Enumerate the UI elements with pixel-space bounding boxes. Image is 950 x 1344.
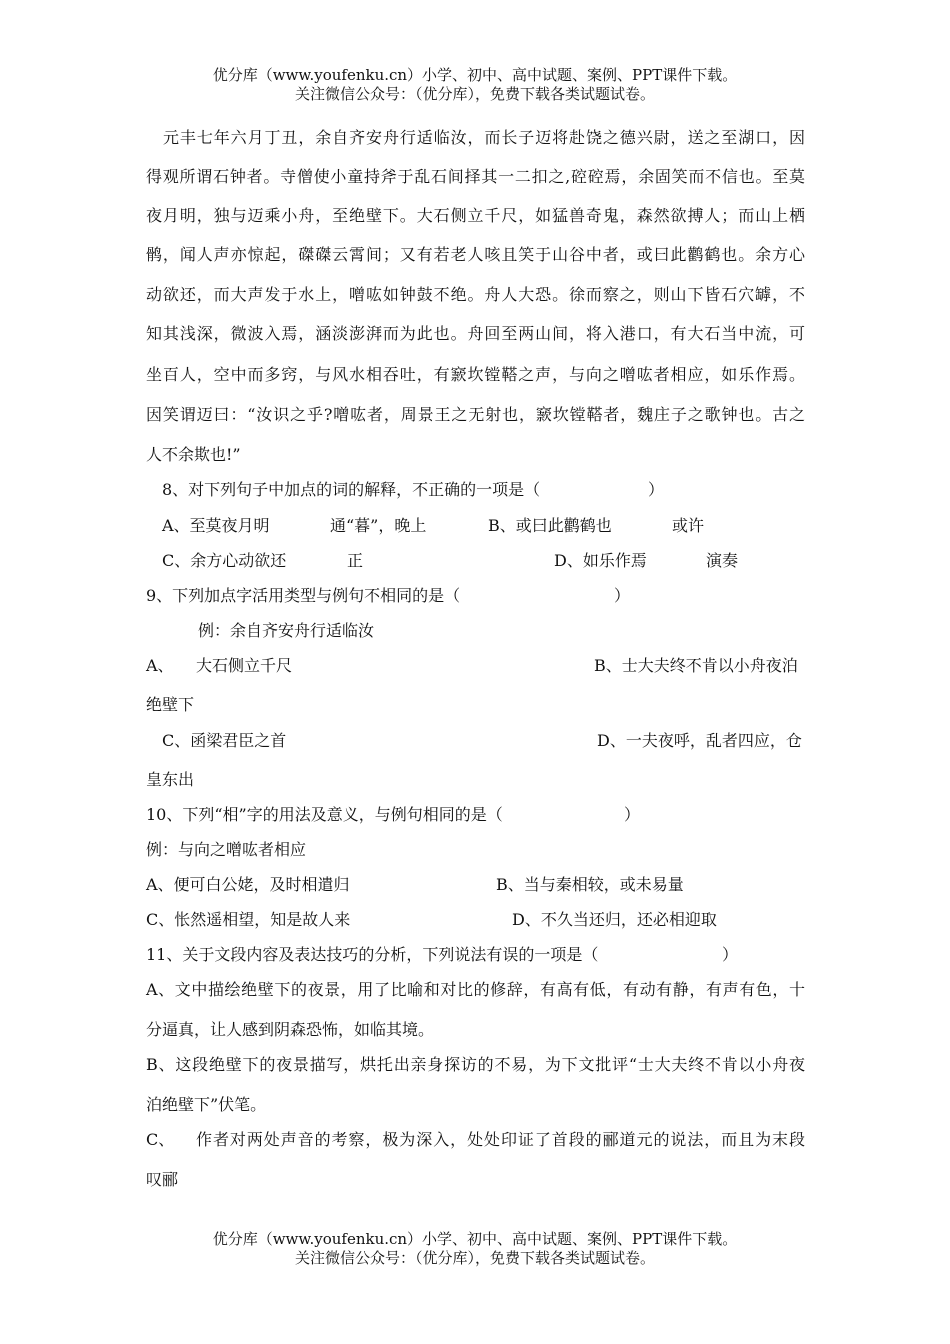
passage-line-2: 得观所谓石钟者。寺僧使小童持斧于乱石间择其一二扣之,硿硿焉，余固笑而不信也。至莫 (146, 167, 805, 186)
q11-stem: 11、关于文段内容及表达技巧的分析，下列说法有误的一项是（ (146, 945, 599, 964)
q10-option-b: B、当与秦相较，或未易量 (496, 875, 684, 894)
q8-option-b: B、或曰此鹳鹤也 (488, 516, 612, 535)
q11-close-paren: ） (722, 945, 739, 964)
q10-example: 例：与向之噌吰者相应 (146, 840, 307, 859)
q11-option-a-line-1: A、文中描绘绝壁下的夜景，用了比喻和对比的修辞，有高有低，有动有静，有声有色，十 (146, 980, 805, 999)
q9-close-paren: ） (614, 586, 631, 605)
q8-option-b-answer: 或许 (672, 516, 705, 535)
q9-option-a-label: A、 (146, 656, 174, 675)
passage-line-8: 因笑谓迈曰：“汝识之乎?噌吰者，周景王之无射也，窾坎镗鞳者，魏庄子之歌钟也。古之 (146, 405, 805, 424)
passage-line-3: 夜月明，独与迈乘小舟，至绝壁下。大石侧立千尺，如猛兽奇鬼，森然欲搏人；而山上栖 (146, 206, 805, 225)
q10-option-c: C、怅然遥相望，知是故人来 (146, 910, 351, 929)
page-header (0, 66, 950, 104)
q8-option-c-answer: 正 (347, 551, 364, 570)
q10-close-paren: ） (624, 805, 641, 824)
q11-option-b-line-1: B、这段绝壁下的夜景描写，烘托出亲身探访的不易，为下文批评“士大夫终不肯以小舟夜 (146, 1055, 805, 1074)
footer-line-1: 优分库（www.youfenku.cn）小学、初中、高中试题、案例、PPT课件下载。 (212, 1230, 738, 1248)
passage-line-9: 人不余欺也!” (146, 445, 241, 464)
q8-option-a-answer: 通“暮”，晚上 (330, 516, 427, 535)
q9-example: 例：余自齐安舟行适临汝 (198, 621, 375, 640)
q9-stem: 9、下列加点字活用类型与例句不相同的是（ (146, 586, 461, 605)
q9-option-c: C、函梁君臣之首 (162, 731, 287, 750)
header-line-1: 优分库（www.youfenku.cn）小学、初中、高中试题、案例、PPT课件下载。 (212, 66, 738, 84)
q9-option-a: 大石侧立千尺 (196, 656, 293, 675)
q10-stem: 10、下列“相”字的用法及意义，与例句相同的是（ (146, 805, 503, 824)
passage-line-4: 鹘，闻人声亦惊起，磔磔云霄间；又有若老人咳且笑于山谷中者，或曰此鹳鹤也。余方心 (146, 245, 805, 264)
q11-option-c-line-2: 叹郦 (146, 1170, 179, 1189)
q11-option-c-line-1: 作者对两处声音的考察，极为深入，处处印证了首段的郦道元的说法，而且为末段 (196, 1130, 805, 1149)
q11-option-b-line-2: 泊绝壁下”伏笔。 (146, 1095, 267, 1114)
passage-line-1: 元丰七年六月丁丑，余自齐安舟行适临汝，而长子迈将赴饶之德兴尉，送之至湖口，因 (163, 128, 805, 147)
q8-stem: 8、对下列句子中加点的词的解释，不正确的一项是（ (162, 480, 541, 499)
footer-line-2: 关注微信公众号：（优分库），免费下载各类试题试卷。 (294, 1249, 655, 1267)
q10-option-a: A、便可白公姥，及时相遣归 (146, 875, 350, 894)
q8-close-paren: ） (648, 480, 665, 499)
passage-line-6: 知其浅深，微波入焉，涵淡澎湃而为此也。舟回至两山间，将入港口，有大石当中流，可 (146, 324, 805, 343)
q8-option-d-answer: 演奏 (706, 551, 739, 570)
q8-option-a: A、至莫夜月明 (162, 516, 270, 535)
q9-option-d: D、一夫夜呼，乱者四应，仓 (597, 731, 802, 750)
q11-option-a-line-2: 分逼真，让人感到阴森恐怖，如临其境。 (146, 1020, 435, 1039)
q10-option-d: D、不久当还归，还必相迎取 (512, 910, 717, 929)
q9-option-b: B、士大夫终不肯以小舟夜泊 (594, 656, 798, 675)
q9-option-b-continued: 绝壁下 (146, 695, 195, 714)
q8-option-c: C、余方心动欲还 (162, 551, 287, 570)
passage-line-7: 坐百人，空中而多窍，与风水相吞吐，有窾坎镗鞳之声，与向之噌吰者相应，如乐作焉。 (146, 365, 805, 384)
q8-option-d: D、如乐作焉 (554, 551, 647, 570)
page-footer (0, 1230, 950, 1268)
header-line-2: 关注微信公众号：（优分库），免费下载各类试题试卷。 (294, 85, 655, 103)
q9-option-d-continued: 皇东出 (146, 770, 195, 789)
passage-line-5: 动欲还，而大声发于水上，噌吰如钟鼓不绝。舟人大恐。徐而察之，则山下皆石穴罅，不 (146, 285, 805, 304)
q11-option-c-label: C、 (146, 1130, 175, 1149)
